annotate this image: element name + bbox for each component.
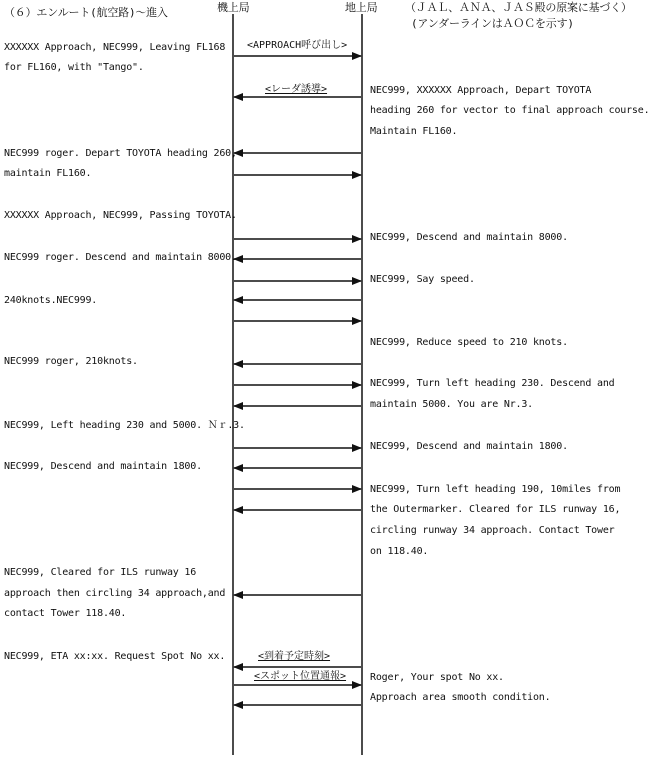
aircraft-message: XXXXXX Approach, NEC999, Leaving FL168 bbox=[4, 42, 226, 53]
section-title: （６）エンルート(航空路)〜進入 bbox=[4, 6, 168, 19]
aircraft-message: NEC999, ETA xx:xx. Request Spot No xx. bbox=[4, 651, 226, 662]
aoc-note: (アンダーラインはＡＯＣを示す) bbox=[411, 17, 574, 30]
approach-call-label: <APPROACH呼び出し> bbox=[247, 40, 348, 51]
aircraft-message: contact Tower 118.40. bbox=[4, 608, 127, 619]
ground-message: NEC999, XXXXXX Approach, Depart TOYOTA bbox=[370, 85, 592, 96]
aircraft-message: NEC999 roger. Depart TOYOTA heading 260, bbox=[4, 148, 237, 159]
eta-label: <到着予定時刻> bbox=[258, 651, 331, 662]
ground-message: NEC999, Descend and maintain 8000. bbox=[370, 232, 568, 243]
aircraft-message: maintain FL160. bbox=[4, 168, 92, 179]
ground-message: NEC999, Turn left heading 190, 10miles from bbox=[370, 484, 621, 495]
ground-message: NEC999, Descend and maintain 1800. bbox=[370, 441, 568, 452]
aircraft-message: NEC999 roger, 210knots. bbox=[4, 356, 138, 367]
aircraft-message: XXXXXX Approach, NEC999, Passing TOYOTA. bbox=[4, 210, 237, 221]
aircraft-message: for FL160, with "Tango". bbox=[4, 62, 144, 73]
ground-message: maintain 5000. You are Nr.3. bbox=[370, 399, 533, 410]
ground-message: NEC999, Say speed. bbox=[370, 274, 475, 285]
ground-message: the Outermarker. Cleared for ILS runway 16, bbox=[370, 504, 621, 515]
ground-message: Approach area smooth condition. bbox=[370, 692, 551, 703]
ground-station-header: 地上局 bbox=[345, 1, 378, 14]
ground-message: NEC999, Reduce speed to 210 knots. bbox=[370, 337, 568, 348]
ground-message: Maintain FL160. bbox=[370, 126, 458, 137]
aircraft-message: NEC999, Descend and maintain 1800. bbox=[4, 461, 202, 472]
spot-report-label: <スポット位置通報> bbox=[254, 671, 347, 682]
radar-vector-label: <レーダ誘導> bbox=[265, 84, 328, 95]
aircraft-message: 240knots.NEC999. bbox=[4, 295, 98, 306]
source-note: （ＪＡＬ、ＡＮＡ、ＪＡＳ殿の原案に基づく） bbox=[405, 1, 632, 14]
aircraft-message: NEC999, Cleared for ILS runway 16 bbox=[4, 567, 197, 578]
ground-message: NEC999, Turn left heading 230. Descend and bbox=[370, 378, 615, 389]
ground-message: heading 260 for vector to final approach course. bbox=[370, 105, 649, 116]
aircraft-message: NEC999 roger. Descend and maintain 8000. bbox=[4, 252, 237, 263]
aircraft-message: approach then circling 34 approach,and bbox=[4, 588, 226, 599]
ground-message: Roger, Your spot No xx. bbox=[370, 672, 504, 683]
ground-message: on 118.40. bbox=[370, 546, 429, 557]
aircraft-station-header: 機上局 bbox=[217, 1, 250, 14]
ground-message: circling runway 34 approach. Contact Tower bbox=[370, 525, 615, 536]
aircraft-message: NEC999, Left heading 230 and 5000. Ｎｒ.3. bbox=[4, 420, 245, 431]
